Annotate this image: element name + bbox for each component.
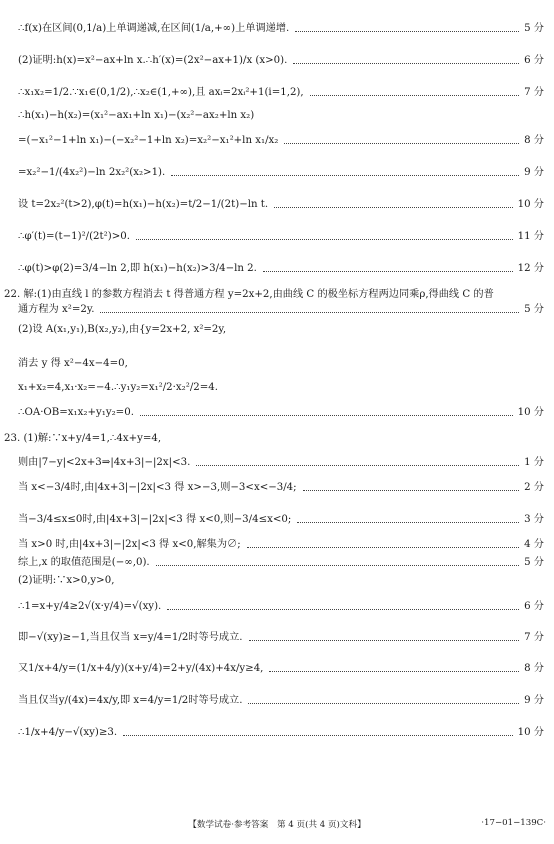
score-label: 8 分	[524, 663, 544, 674]
score-label: 5 分	[524, 304, 544, 315]
line-text: 即−√(xy)≥−1,当且仅当 x=y/4=1/2时等号成立.	[18, 632, 243, 643]
line-text: ∴x₁x₂=1/2.∵x₁∈(0,1/2),∴x₂∈(1,+∞),且 axᵢ=2xᵢ²+1(i=1,2),	[18, 87, 304, 98]
line-text: =(−x₁²−1+ln x₁)−(−x₂²−1+ln x₂)=x₂²−x₁²+ln x₁/x₂	[18, 135, 279, 146]
dot-leader	[247, 547, 519, 548]
line-text: x₁+x₂=4,x₁·x₂=−4.∴y₁y₂=x₁²/2·x₂²/2=4.	[18, 382, 218, 393]
line-text: 则由|7−y|<2x+3⇒|4x+3|−|2x|<3.	[18, 457, 191, 468]
dot-leader	[171, 175, 519, 176]
score-label: 4 分	[524, 539, 544, 550]
line-text: 设 t=2x₂²(t>2),φ(t)=h(x₁)−h(x₂)=t/2−1/(2t)−ln t.	[18, 199, 269, 210]
score-label: 6 分	[524, 601, 544, 612]
dot-leader	[274, 207, 513, 208]
line-text: 23. (1)解:∵x+y/4=1,∴4x+y=4,	[4, 433, 162, 444]
dot-leader	[263, 271, 513, 272]
dot-leader	[140, 415, 513, 416]
dot-leader	[249, 640, 519, 641]
score-label: 12 分	[517, 263, 544, 274]
line-text: ∴OA·OB=x₁x₂+y₁y₂=0.	[18, 407, 134, 418]
line-text: 当且仅当y/(4x)=4x/y,即 x=4/y=1/2时等号成立.	[18, 695, 243, 706]
score-label: 5 分	[524, 557, 544, 568]
score-label: 1 分	[524, 457, 544, 468]
dot-leader	[100, 312, 519, 313]
score-label: 5 分	[524, 23, 544, 34]
dot-leader	[284, 143, 519, 144]
line-text: (2)证明:h(x)=x²−ax+ln x.∴h′(x)=(2x²−ax+1)/x (x>0).	[18, 55, 288, 66]
dot-leader	[123, 735, 513, 736]
dot-leader	[293, 63, 519, 64]
dot-leader	[303, 490, 519, 491]
score-label: 8 分	[524, 135, 544, 146]
line-text: ∴φ(t)>φ(2)=3/4−ln 2,即 h(x₁)−h(x₂)>3/4−ln 2.	[18, 263, 257, 274]
score-label: 3 分	[524, 514, 544, 525]
line-text: ∴1=x+y/4≥2√(x·y/4)=√(xy).	[18, 601, 162, 612]
line-text: (2)证明:∵x>0,y>0,	[18, 575, 115, 586]
line-text: 当−3/4≤x≤0时,由|4x+3|−|2x|<3 得 x<0,则−3/4≤x<0;	[18, 514, 292, 525]
dot-leader	[248, 703, 519, 704]
score-label: 10 分	[517, 727, 544, 738]
dot-leader	[269, 671, 519, 672]
line-text: 通方程为 x²=2y.	[18, 304, 95, 315]
line-text: 综上,x 的取值范围是(−∞,0).	[18, 557, 150, 568]
line-text: 当 x>0 时,由|4x+3|−|2x|<3 得 x<0,解集为∅;	[18, 539, 241, 550]
score-label: 10 分	[517, 199, 544, 210]
dot-leader	[295, 31, 519, 32]
score-label: 7 分	[524, 632, 544, 643]
footer-title: 【数学试卷·参考答案 第 4 页(共 4 页)文科】	[188, 820, 366, 830]
line-text: ∴1/x+4/y−√(xy)≥3.	[18, 727, 118, 738]
line-text: 消去 y 得 x²−4x−4=0,	[18, 358, 128, 369]
line-text: 当 x<−3/4时,由|4x+3|−|2x|<3 得 x>−3,则−3<x<−3/4;	[18, 482, 297, 493]
line-text: ∴h(x₁)−h(x₂)=(x₁²−ax₁+ln x₁)−(x₂²−ax₂+ln x₂)	[18, 110, 255, 121]
score-label: 7 分	[524, 87, 544, 98]
score-label: 9 分	[524, 695, 544, 706]
line-text: ∴f(x)在区间(0,1/a)上单调递减,在区间(1/a,+∞)上单调递增.	[18, 23, 290, 34]
dot-leader	[156, 565, 519, 566]
score-label: 2 分	[524, 482, 544, 493]
line-text: =x₂²−1/(4x₂²)−ln 2x₂²(x₂>1).	[18, 167, 166, 178]
score-label: 10 分	[517, 407, 544, 418]
dot-leader	[297, 522, 519, 523]
score-label: 9 分	[524, 167, 544, 178]
line-text: ∴φ′(t)=(t−1)²/(2t²)>0.	[18, 231, 130, 242]
dot-leader	[310, 95, 519, 96]
score-label: 11 分	[517, 231, 544, 242]
line-text: (2)设 A(x₁,y₁),B(x₂,y₂),由{y=2x+2, x²=2y,	[18, 324, 227, 335]
line-text: 又1/x+4/y=(1/x+4/y)(x+y/4)=2+y/(4x)+4x/y≥4,	[18, 663, 264, 674]
line-text: 22. 解:(1)由直线 l 的参数方程消去 t 得普通方程 y=2x+2,由曲线 C 的极坐标方程两边同乘ρ,得曲线 C 的普	[4, 289, 494, 300]
score-label: 6 分	[524, 55, 544, 66]
dot-leader	[196, 465, 519, 466]
footer-code: ·17−01−139C·	[481, 818, 546, 828]
dot-leader	[136, 239, 513, 240]
dot-leader	[167, 609, 519, 610]
